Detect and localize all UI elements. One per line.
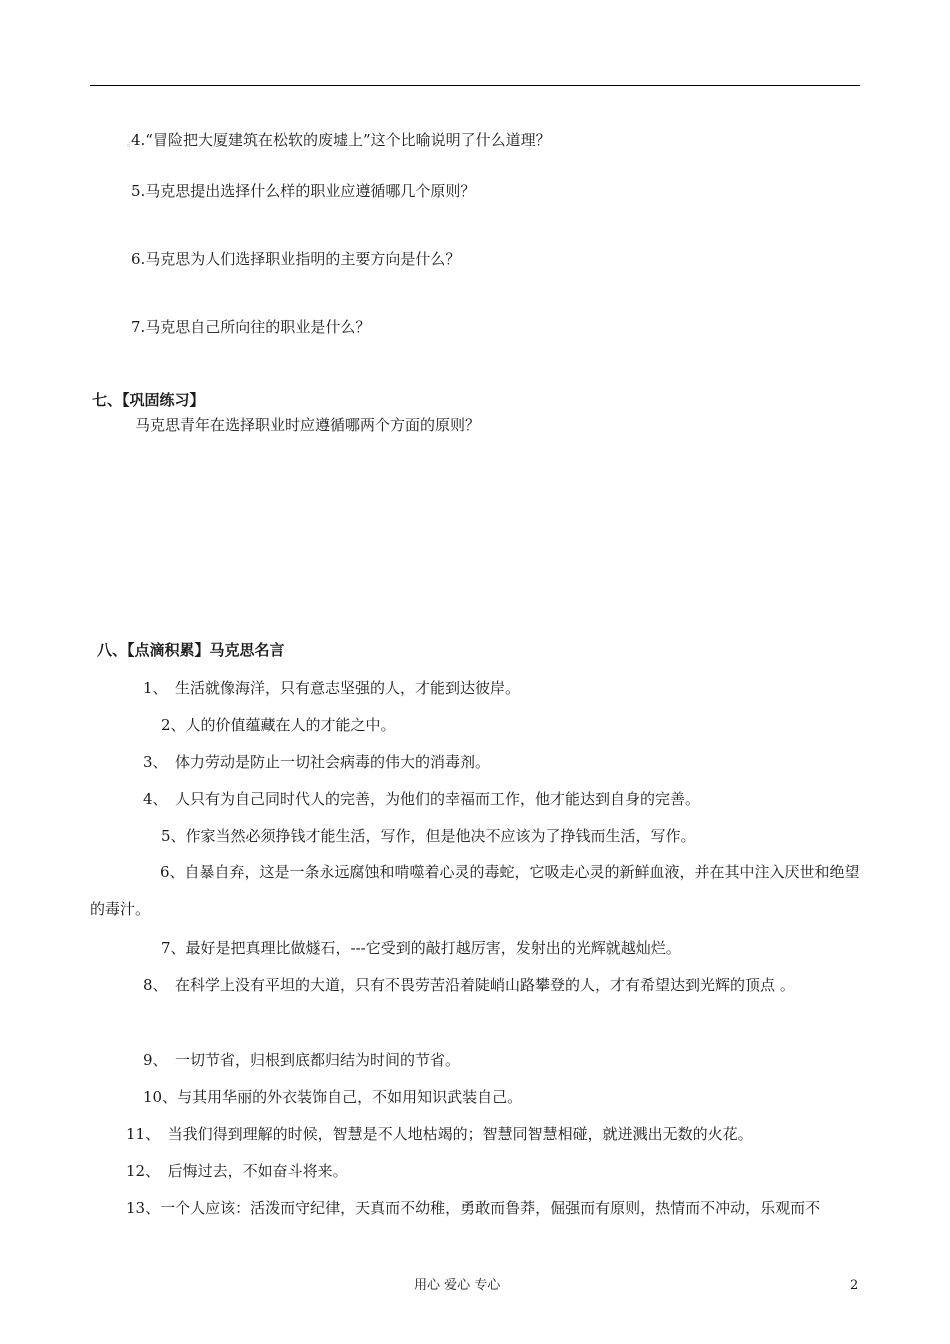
section-7-heading: 七、【巩固练习】 — [92, 391, 205, 409]
quote-11: 11、 当我们得到理解的时候，智慧是不人地枯竭的；智慧同智慧相碰，就迸溅出无数的火花。 — [126, 1125, 753, 1143]
section-7-question: 马克思青年在选择职业时应遵循哪两个方面的原则？ — [135, 416, 481, 434]
quote-5: 5、作家当然必须挣钱才能生活，写作，但是他决不应该为了挣钱而生活，写作。 — [161, 827, 696, 845]
quote-12: 12、 后悔过去，不如奋斗将来。 — [126, 1162, 348, 1180]
footer-text: 用心 爱心 专心 — [414, 1278, 501, 1293]
question-6: 6.马克思为人们选择职业指明的主要方向是什么？ — [131, 250, 461, 268]
section-8-heading: 八、【点滴积累】马克思名言 — [97, 641, 285, 659]
quote-13: 13、一个人应该：活泼而守纪律，天真而不幼稚，勇敢而鲁莽，倔强而有原则，热情而不冲动，乐观而不 — [126, 1199, 821, 1217]
quote-4: 4、 人只有为自己同时代人的完善，为他们的幸福而工作，他才能达到自身的完善。 — [143, 790, 701, 808]
quote-1: 1、 生活就像海洋，只有意志坚强的人，才能到达彼岸。 — [143, 679, 521, 697]
quote-8: 8、 在科学上没有平坦的大道，只有不畏劳苦沿着陡峭山路攀登的人，才有希望达到光辉的顶点 。 — [143, 976, 795, 994]
question-5: 5.马克思提出选择什么样的职业应遵循哪几个原则？ — [131, 182, 476, 200]
quote-2: 2、人的价值蕴藏在人的才能之中。 — [161, 716, 396, 734]
quote-10: 10、与其用华丽的外衣装饰自己，不如用知识武装自己。 — [143, 1088, 523, 1106]
quote-3: 3、 体力劳动是防止一切社会病毒的伟大的消毒剂。 — [143, 753, 491, 771]
quote-9: 9、 一切节省，归根到底都归结为时间的节省。 — [143, 1051, 461, 1069]
question-7: 7.马克思自己所向往的职业是什么？ — [131, 318, 371, 336]
page-number: 2 — [850, 1278, 859, 1293]
quote-7: 7、最好是把真理比做燧石，---它受到的敲打越厉害，发射出的光辉就越灿烂。 — [161, 939, 681, 957]
header-rule — [90, 85, 860, 86]
margin-mark: ◦ — [126, 142, 132, 152]
question-4: 4.“冒险把大厦建筑在松软的废墟上”这个比喻说明了什么道理？ — [131, 131, 551, 149]
quote-6: 6、自暴自弃，这是一条永远腐蚀和啃噬着心灵的毒蛇，它吸走心灵的新鲜血液，并在其中注入厌世和绝望的毒汁。 — [90, 863, 860, 918]
